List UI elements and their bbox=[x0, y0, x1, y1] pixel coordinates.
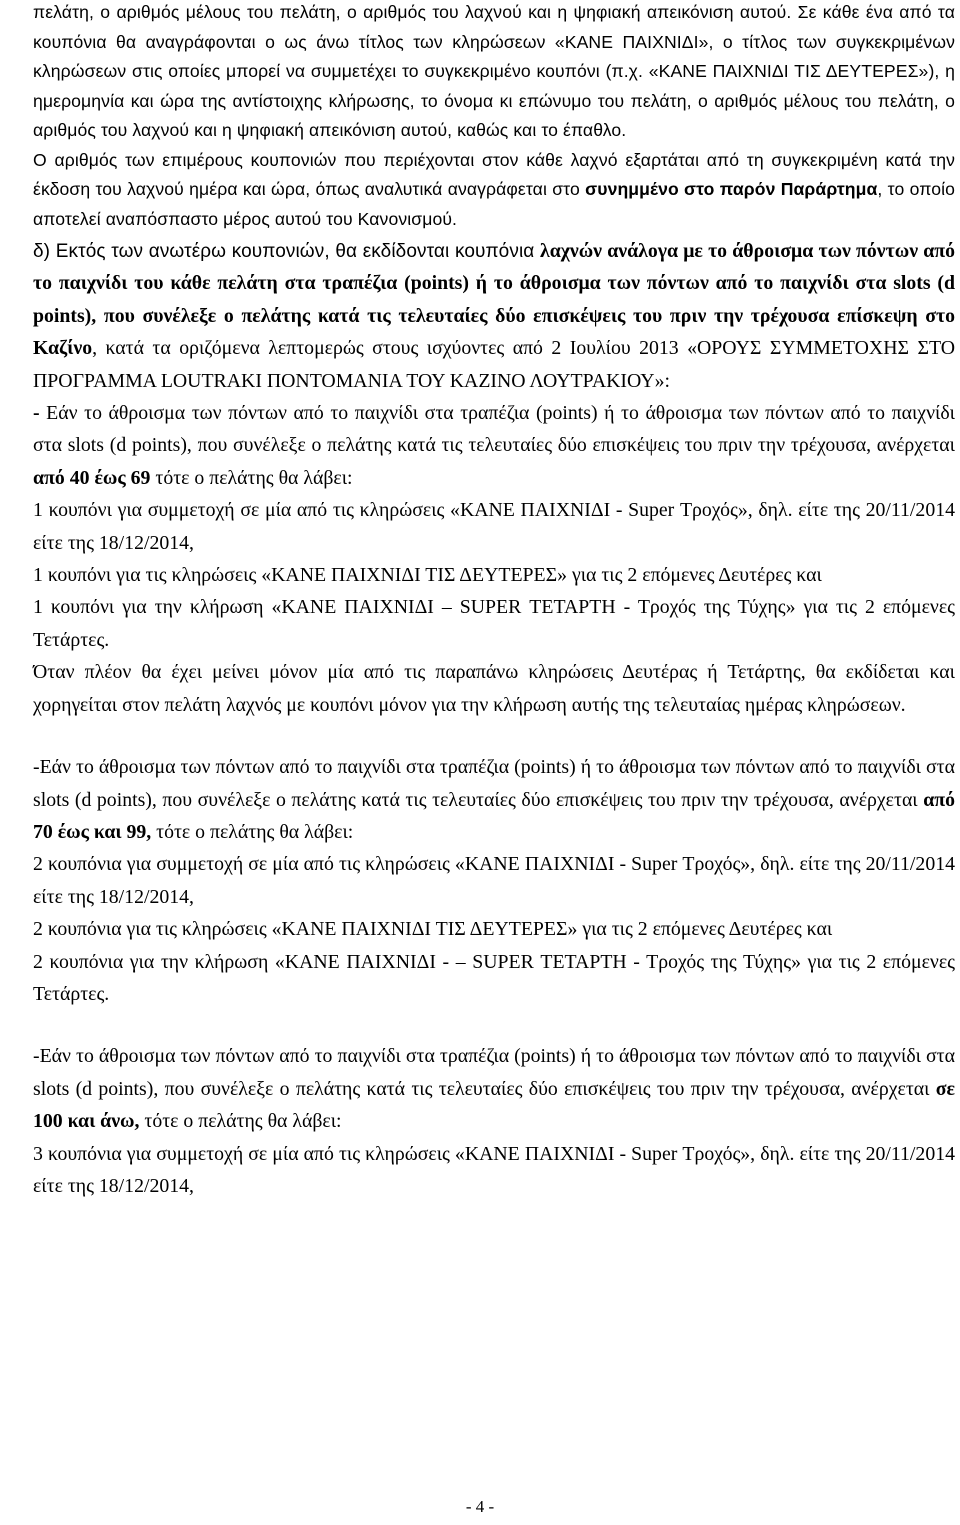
bold-range: από 40 έως 69 bbox=[33, 466, 151, 489]
spacer bbox=[33, 721, 955, 751]
tier1-condition bbox=[33, 397, 955, 494]
tier1-line-super-trochos: 1 κουπόνι για συμμετοχή σε μία από τις κληρώσεις «ΚΑΝΕ ΠΑΙΧΝΙΔΙ - Super Τροχός», δηλ. είτε της 20/11/2014 είτε της 18/12/2014, bbox=[33, 499, 955, 554]
tier2-line-super-trochos: 2 κουπόνια για συμμετοχή σε μία από τις κληρώσεις «ΚΑΝΕ ΠΑΙΧΝΙΔΙ - Super Τροχός», δηλ. είτε της 20/11/2014 είτε της 18/12/2014, bbox=[33, 853, 955, 908]
tier1-line-tetarti: 1 κουπόνι για την κλήρωση «ΚΑΝΕ ΠΑΙΧΝΙΔΙ – SUPER ΤΕΤΑΡΤΗ - Τροχός της Τύχης» για τις 2 επόμενες Τετάρτες. bbox=[33, 596, 955, 651]
text: Ο αριθμός των επιμέρους κουπονιών που περιέχονται στον κάθε λαχνό εξαρτάται από τη συγκεκριμένη κατά την έκδοση του λαχνού ημέρα και ώρα, όπως αναλυτικά αναγράφεται στο bbox=[33, 149, 955, 199]
text: τότε ο πελάτης θα λάβει: bbox=[150, 466, 353, 489]
paragraph-coupon-contents bbox=[33, 0, 955, 146]
tier3-line-super-trochos: 3 κουπόνια για συμμετοχή σε μία από τις κληρώσεις «ΚΑΝΕ ΠΑΙΧΝΙΔΙ - Super Τροχός», δηλ. είτε της 20/11/2014 είτε της 18/12/2014, bbox=[33, 1142, 955, 1197]
text: , το οποίο αποτελεί αναπόσπαστο μέρος αυτού του Κανονισμού. bbox=[33, 179, 955, 229]
paragraph-section-d bbox=[33, 235, 955, 397]
text: τότε ο πελάτης θα λάβει: bbox=[151, 820, 354, 843]
tier1-note: Όταν πλέον θα έχει μείνει μόνον μία από τις παραπάνω κληρώσεις Δευτέρας ή Τετάρτης, θα εκδίδεται και χορηγείται στον πελάτη λαχνός με κουπόνι μόνον για την κλήρωση αυτής της τελευταίας ημέρας κληρώσεων. bbox=[33, 661, 955, 716]
bold-range: από 70 έως και 99, bbox=[33, 788, 955, 843]
paragraph-coupon-count bbox=[33, 146, 955, 235]
tier2-line-tetarti: 2 κουπόνια για την κλήρωση «ΚΑΝΕ ΠΑΙΧΝΙΔΙ - – SUPER ΤΕΤΑΡΤΗ - Τροχός της Τύχης» για τις 2 επόμενες Τετάρτες. bbox=[33, 950, 955, 1005]
tier2-line-deuteres: 2 κουπόνια για τις κληρώσεις «ΚΑΝΕ ΠΑΙΧΝΙΔΙ ΤΙΣ ΔΕΥΤΕΡΕΣ» για τις 2 επόμενες Δευτέρες και bbox=[33, 918, 833, 941]
page-number: - 4 - bbox=[465, 1497, 495, 1516]
dash: - bbox=[33, 402, 47, 425]
tier3-condition bbox=[33, 1040, 955, 1137]
document-page bbox=[33, 0, 955, 1202]
text: πελάτη, ο αριθμός μέλους του πελάτη, ο αριθμός του λαχνού και η ψηφιακή απεικόνιση αυτού. Σε κάθε ένα από τα κουπόνια θα αναγράφονται ο ως άνω τίτλος των κληρώσεων «ΚΑΝΕ ΠΑΙΧΝΙΔΙ», ο τίτλος των συγκεκριμένων κληρώσεων στις οποίες μπορεί να συμμετέχει το συγκεκριμένο κουπόνι (π.χ. «ΚΑΝΕ ΠΑΙΧΝΙΔΙ ΤΙΣ ΔΕΥΤΕΡΕΣ»), η ημερομηνία και ώρα της αντίστοιχης κλήρωσης, το όνομα κι επώνυμο του πελάτη, ο αριθμός μέλους του πελάτη, ο αριθμός του λαχνού και η ψηφιακή απεικόνιση αυτού, καθώς και το έπαθλο. bbox=[33, 2, 955, 140]
tier2-condition bbox=[33, 751, 955, 848]
bold-range: σε 100 και άνω, bbox=[33, 1077, 955, 1133]
text: Εάν το άθροισμα των πόντων από το παιχνίδι στα τραπέζια (points) ή το άθροισμα των πόντων από το παιχνίδι στα slots (d points), που συνέλεξε ο πελάτης κατά τις τελευταίες δύο επισκέψεις του πριν την τρέχουσα, ανέρχεται bbox=[33, 402, 955, 457]
bold-text: συνημμένο στο παρόν Παράρτημα bbox=[585, 179, 878, 199]
spacer bbox=[33, 1010, 955, 1040]
text: τότε ο πελάτης θα λάβει: bbox=[139, 1110, 342, 1133]
text: -Εάν το άθροισμα των πόντων από το παιχνίδι στα τραπέζια (points) ή το άθροισμα των πόντων από το παιχνίδι στα slots (d points), που συνέλεξε ο πελάτης κατά τις τελευταίες δύο επισκέψεις του πριν την τρέχουσα, ανέρχεται bbox=[33, 756, 955, 811]
bold-text: λαχνών ανάλογα με το άθροισμα των πόντων από το παιχνίδι του κάθε πελάτη στα τραπέζια (points) ή το άθροισμα των πόντων από το παιχνίδι στα slots (d points), που συνέλεξε ο πελάτης κατά τις τελευταίες δύο επισκέψεις του πριν την τρέχουσα επίσκεψη στο Καζίνο bbox=[33, 240, 955, 360]
text: δ) Εκτός των ανωτέρω κουπονιών, θα εκδίδονται κουπόνια bbox=[33, 241, 540, 262]
text: -Εάν το άθροισμα των πόντων από το παιχνίδι στα τραπέζια (points) ή το άθροισμα των πόντων από το παιχνίδι στα slots (d points), που συνέλεξε ο πελάτης κατά τις τελευταίες δύο επισκέψεις του πριν την τρέχουσα, ανέρχεται bbox=[33, 1045, 955, 1100]
tier1-line-deuteres: 1 κουπόνι για τις κληρώσεις «ΚΑΝΕ ΠΑΙΧΝΙΔΙ ΤΙΣ ΔΕΥΤΕΡΕΣ» για τις 2 επόμενες Δευτέρες και bbox=[33, 564, 822, 587]
text: , κατά τα οριζόμενα λεπτομερώς στους ισχύοντες από 2 Ιουλίου 2013 «ΟΡΟΥΣ ΣΥΜΜΕΤΟΧΗΣ ΣΤΟ ΠΡΟΓΡΑΜΜΑ LOUTRAKI ΠΟΝΤΟΜΑΝΙΑ ΤΟΥ ΚΑΖΙΝΟ ΛΟΥΤΡΑΚΙΟΥ»: bbox=[33, 337, 955, 392]
